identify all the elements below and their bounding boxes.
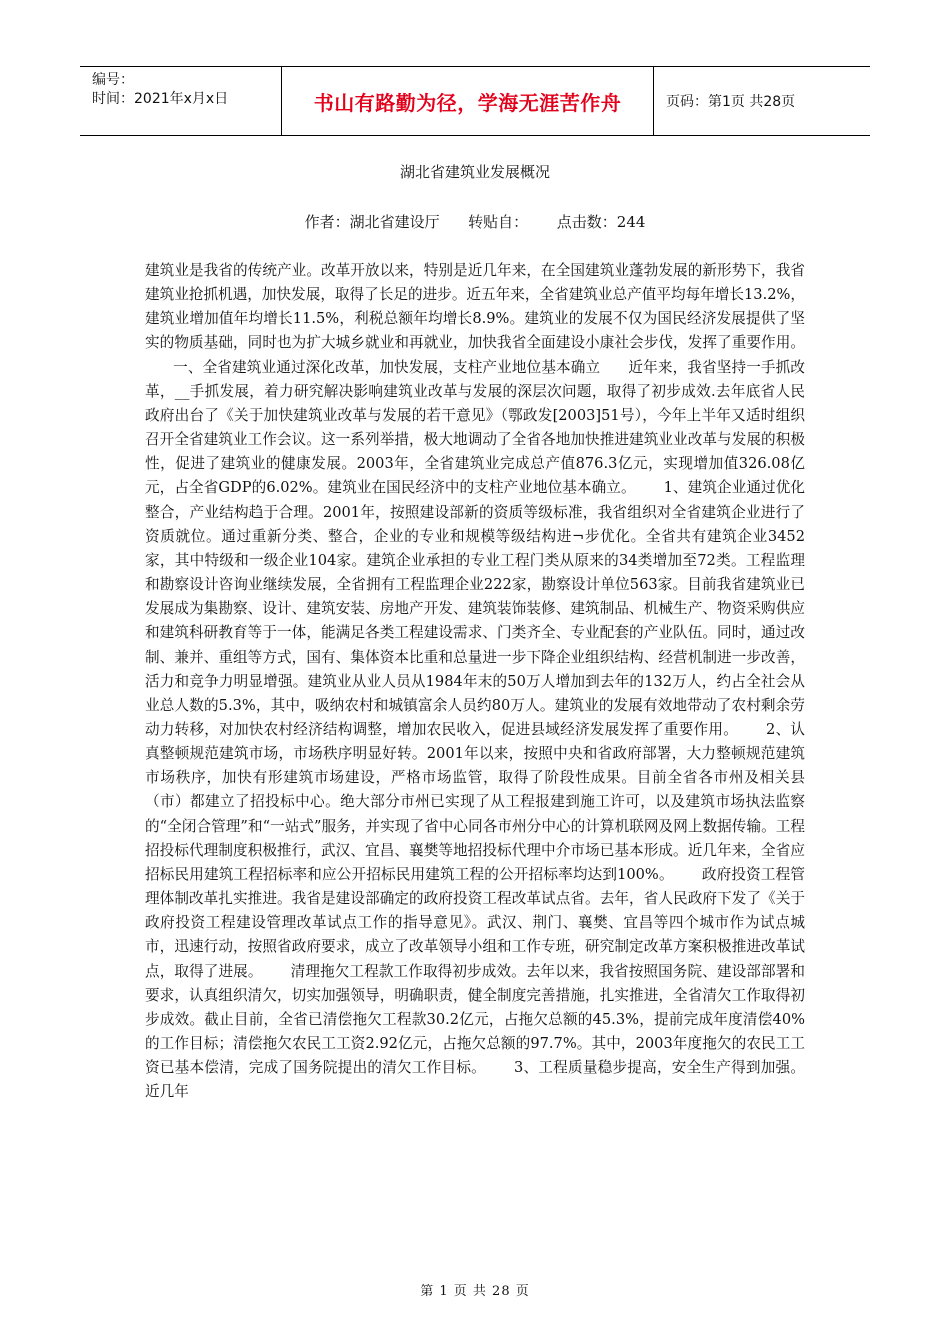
body-text [145, 259, 805, 1104]
paragraph-8: 3、工程质量稳步提高，安全生产得到加强。近几年 [145, 1059, 805, 1101]
paragraph-2: 一、全省建筑业通过深化改革，加快发展，支柱产业地位基本确立 [173, 358, 601, 376]
document-title: 湖北省建筑业发展概况 [399, 163, 550, 181]
page-info: 页码：第1页 共28页 [666, 94, 796, 110]
paragraph-1: 建筑业是我省的传统产业。改革开放以来，特别是近几年来，在全国建筑业蓬勃发展的新形势下，我省建筑业抢抓机遇，加快发展，取得了长足的进步。近五年来，全省建筑业总产值平均每年增长13.2%，建筑业增加值年均增长11.5%，利税总额年均增长8.9%。建筑业的发展不仅为国民经济发展提供了坚实的物质基础，同时也为扩大城乡就业和再就业，加快我省全面建设小康社会步伐，发挥了重要作用。 [145, 262, 805, 352]
number-label: 编号： [92, 72, 134, 88]
header-meta [80, 67, 282, 135]
byline: 作者：湖北省建设厅 转贴自： 点击数：244 [304, 213, 646, 231]
paragraph-6: 政府投资工程管理体制改革扎实推进。我省是建设部确定的政府投资工程改革试点省。去年，省人民政府下发了《关于政府投资工程建设管理改革试点工作的指导意见》。武汉、荆门、襄樊、宜昌等四个城市作为试点城市，迅速行动，按照省政府要求，成立了改革领导小组和工作专班，研究制定改革方案积极推进改革试点，取得了进展。 [145, 865, 805, 980]
page-footer: 第 1 页 共 28 页 [420, 1284, 530, 1299]
paragraph-7: 清理拖欠工程款工作取得初步成效。去年以来，我省按照国务院、建设部部署和要求，认真组织清欠，切实加强领导，明确职责，健全制度完善措施，扎实推进，全省清欠工作取得初步成效。截止目前，全省已清偿拖欠工程款30.2亿元，占拖欠总额的45.3%，提前完成年度清偿40%的工作目标；清偿拖欠农民工工资2.92亿元，占拖欠总额的97.7%。其中，2003年度拖欠的农民工工资已基本偿清，完成了国务院提出的清欠工作目标。 [145, 962, 805, 1077]
time-label: 时间：2021年x月x日 [92, 91, 229, 107]
motto: 书山有路勤为径，学海无涯苦作舟 [282, 67, 654, 135]
paragraph-5: 2、认真整顿规范建筑市场，市场秩序明显好转。2001年以来，按照中央和省政府部署，大力整顿规范建筑市场秩序，加快有形建筑市场建设，严格市场监管，取得了阶段性成果。目前全省各市州及相关县（市）都建立了招投标中心。绝大部分市州已实现了从工程报建到施工许可，以及建筑市场执法监察的“全闭合管理”和“一站式”服务，并实现了省中心同各市州分中心的计算机联网及网上数据传输。工程招投标代理制度积极推行，武汉、宜昌、襄樊等地招投标代理中介市场已基本形成。近几年来，全省应招标民用建筑工程招标率和应公开招标民用建筑工程的公开招标率均达到100%。 [145, 720, 805, 883]
paragraph-3: 近年来，我省坚持一手抓改革，__手抓发展，着力研究解决影响建筑业改革与发展的深层次问题，取得了初步成效.去年底省人民政府出台了《关于加快建筑业改革与发展的若干意见》（鄂政发[2003]51号），今年上半年又适时组织召开全省建筑业工作会议。这一系列举措，极大地调动了全省各地加快推进建筑业业改革与发展的积极性，促进了建筑业的健康发展。2003年，全省建筑业完成总产值876.3亿元，实现增加值326.08亿元，占全省GDP的6.02%。建筑业在国民经济中的支柱产业地位基本确立。 [145, 358, 805, 497]
paragraph-4: 1、建筑企业通过优化整合，产业结构趋于合理。2001年，按照建设部新的资质等级标准，我省组织对全省建筑企业进行了资质就位。通过重新分类、整合，企业的专业和规模等级结构进¬步优化。全省共有建筑企业3452家，其中特级和一级企业104家。建筑企业承担的专业工程门类从原来的34类增加至72类。工程监理和勘察设计咨询业继续发展，全省拥有工程监理企业222家，勘察设计单位563家。目前我省建筑业已发展成为集勘察、设计、建筑安装、房地产开发、建筑装饰装修、建筑制品、机械生产、物资采购供应和建筑科研教育等于一体，能满足各类工程建设需求、门类齐全、专业配套的产业队伍。同时，通过改制、兼并、重组等方式，国有、集体资本比重和总量进一步下降企业组织结构、经营机制进一步改善，活力和竞争力明显增强。建筑业从业人员从1984年末的50万人增加到去年的132万人，约占全社会从业总人数的5.3%，其中，吸纳农村和城镇富余人员约80万人。建筑业的发展有效地带动了农村剩余劳动力转移，对加快农村经济结构调整，增加农民收入，促进县域经济发展发挥了重要作用。 [145, 479, 805, 738]
document-header [80, 66, 870, 136]
